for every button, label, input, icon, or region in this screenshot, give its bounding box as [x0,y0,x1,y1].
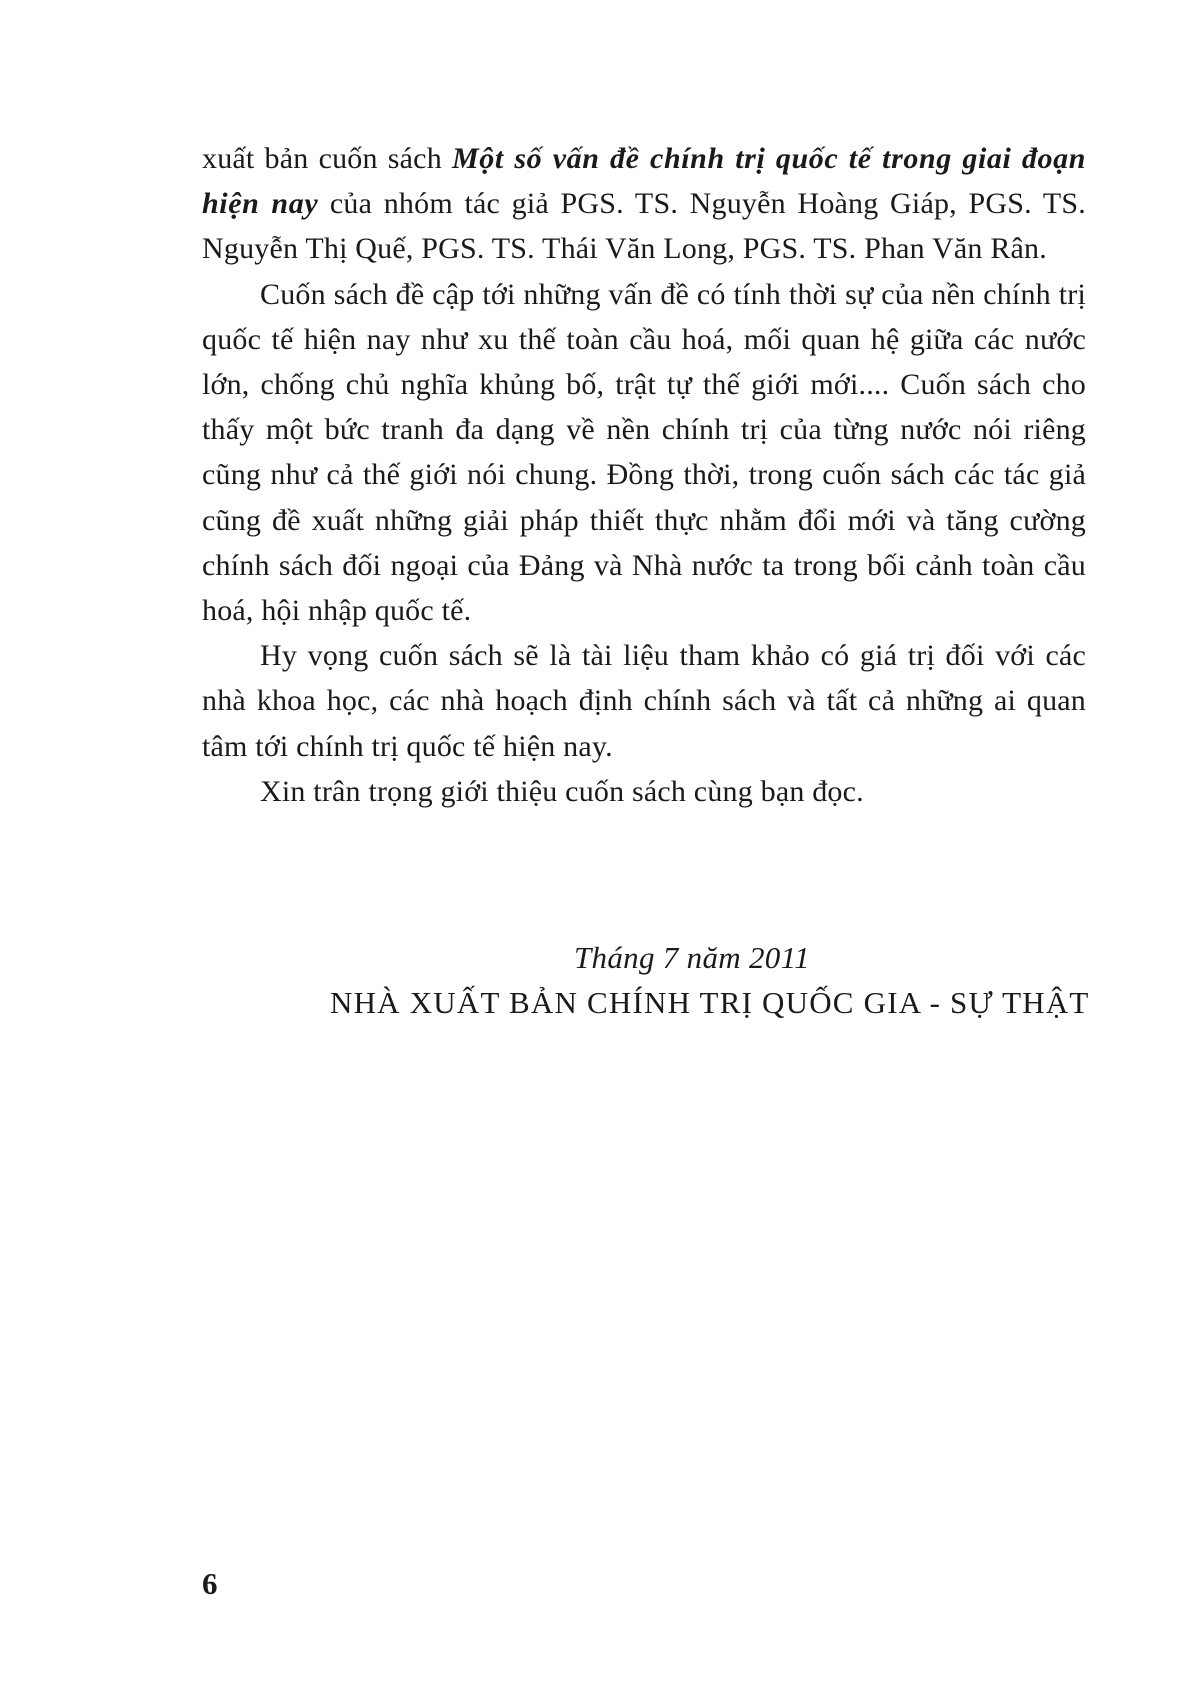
paragraph-content: Cuốn sách đề cập tới những vấn đề có tính thời sự của nền chính trị quốc tế hiện nay như xu thế toàn cầu hoá, mối quan hệ giữa các nước lớn, chống chủ nghĩa khủng bố, trật tự thế giới mới.... Cuốn sách cho thấy một bức tranh đa dạng về nền chính trị của từng nước nói riêng cũng như cả thế giới nói chung. Đồng thời, trong cuốn sách các tác giả cũng đề xuất những giải pháp thiết thực nhằm đổi mới và tăng cường chính sách đối ngoại của Đảng và Nhà nước ta trong bối cảnh toàn cầu hoá, hội nhập quốc tế. [202,277,1086,628]
page-number: 6 [202,1566,218,1601]
book-title: Một số vấn đề chính trị quốc tế trong giai đoạn hiện nay [202,142,1087,221]
paragraph-hope: Hy vọng cuốn sách sẽ là tài liệu tham khảo có giá trị đối với các nhà khoa học, các nhà hoạch định chính sách và tất cả những ai quan tâm tới chính trị quốc tế hiện nay. [202,639,1086,763]
paragraph-authors [202,136,1086,272]
body-text [202,136,1086,814]
paragraph-introduction: Xin trân trọng giới thiệu cuốn sách cùng bạn đọc. [260,774,864,808]
publisher-signature: NHÀ XUẤT BẢN CHÍNH TRỊ QUỐC GIA - SỰ THẬT [330,985,1090,1020]
closing-date: Tháng 7 năm 2011 [574,940,810,975]
paragraph-authors-lead: xuất bản cuốn sách [202,142,453,175]
paragraph-authors-tail: của nhóm tác giả PGS. TS. Nguyễn Hoàng Giáp, PGS. TS. Nguyễn Thị Quế, PGS. TS. Thái Văn Long, PGS. TS. Phan Văn Rân. [202,187,1086,266]
